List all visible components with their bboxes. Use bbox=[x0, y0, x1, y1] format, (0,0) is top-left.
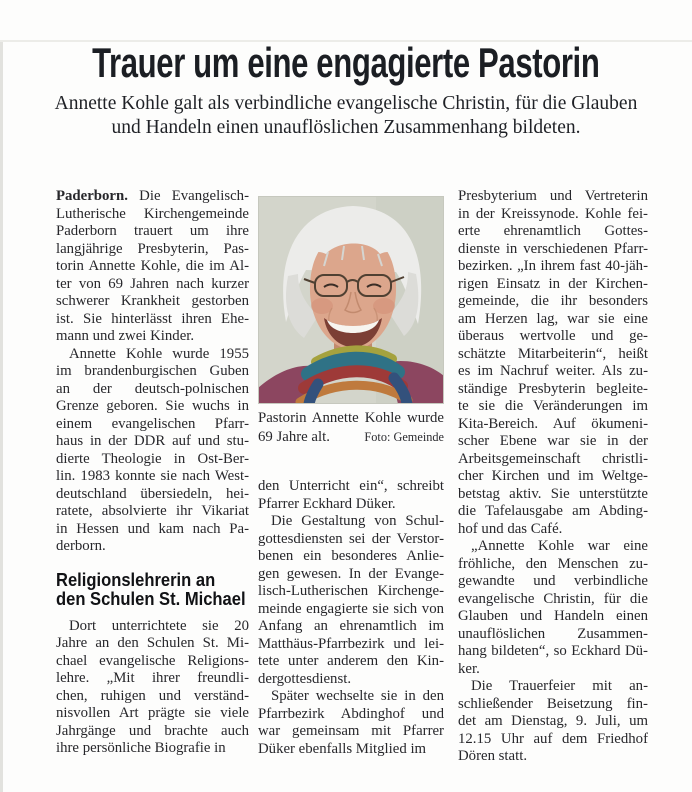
text-line: fröhliche, den Menschen zu- bbox=[458, 555, 648, 572]
text-line: ständige Presbyterin begleite- bbox=[458, 380, 648, 397]
text-line: rigen Einsatz in der Kirchen- bbox=[458, 275, 648, 292]
text-line: schwerer Krankheit gestorben bbox=[56, 293, 249, 309]
text-line: schätzte Mitarbeiterin“, heißt bbox=[458, 345, 648, 362]
subheadline-line: Annette Kohle galt als verbindliche evangelische Christin, für die Glauben bbox=[54, 93, 638, 114]
text-line: die Tafelausgabe am Abding- bbox=[458, 503, 648, 519]
text-line: mann und zwei Kinder. bbox=[56, 328, 195, 344]
text-line: „Annette Kohle war eine bbox=[471, 538, 648, 554]
text-line: dergottesdienst. bbox=[258, 670, 352, 687]
text-line: den Unterricht ein“, schreibt bbox=[258, 478, 444, 494]
text-line: evangelische Christin, für die bbox=[458, 590, 648, 607]
text-line: tete unter anderem den Kin- bbox=[258, 653, 444, 669]
text-line: dienste in verschiedenen Pfarr- bbox=[458, 240, 648, 257]
text-line: Paderborn. Die Evangelisch- bbox=[56, 188, 249, 204]
text-line: meinde engagierte sie sich von bbox=[258, 600, 444, 617]
text-line: lehre. „Mit ihrer freundli- bbox=[56, 670, 249, 686]
headline: Trauer um eine engagierte Pastorin bbox=[92, 39, 600, 86]
text-line: erte ehrenamtlich Gottes- bbox=[458, 223, 648, 239]
column-middle-text bbox=[258, 478, 444, 758]
text-line: Dort unterrichtete sie 20 bbox=[69, 617, 249, 634]
text-line: lisch-Lutherischen Kirchenge- bbox=[258, 583, 444, 599]
text-line: Pfarrbezirk Abdinghof und bbox=[258, 705, 444, 722]
text-line: bezirken. „In ihrem fast 40-jäh- bbox=[458, 258, 648, 274]
text-line: ihre persönliche Biografie in bbox=[56, 740, 226, 756]
text-line: Jahre an den Schulen St. Mi- bbox=[56, 635, 249, 651]
newspaper-article bbox=[0, 39, 692, 764]
text-line: Kita-Bereich. Auf ökumeni- bbox=[458, 415, 648, 432]
text-line: Arbeitsgemeinschaft christli- bbox=[458, 450, 648, 467]
text-line: in Hessen und kam nach Pa- bbox=[56, 520, 249, 537]
text-line: ist. Sie hinterlässt ihren Ehe- bbox=[56, 310, 249, 327]
text-line: cher Kirchen und im Weltge- bbox=[458, 468, 648, 484]
text-line: Später wechselte sie in den bbox=[271, 688, 444, 704]
text-line: Dören statt. bbox=[458, 748, 528, 764]
text-line: in der Kreissynode. Kohle fei- bbox=[458, 205, 648, 222]
text-line: ker. bbox=[458, 660, 480, 677]
text-line: lin. 1983 konnte sie nach West- bbox=[56, 468, 249, 484]
text-line: 12.15 Uhr auf dem Friedhof bbox=[458, 730, 648, 747]
text-line: haus in der DDR auf und stu- bbox=[56, 433, 249, 449]
text-line: gewandte und verbindliche bbox=[458, 573, 648, 589]
column-middle bbox=[258, 188, 444, 766]
text-line: es im Nachruf weiter. Als zu- bbox=[458, 363, 648, 379]
text-line: te sie die Veränderungen im bbox=[458, 398, 648, 414]
text-line: überaus wertvolle und ge- bbox=[458, 328, 648, 344]
text-line: Glauben und Handeln einen bbox=[458, 608, 648, 624]
paragraph bbox=[458, 188, 648, 538]
column-right bbox=[458, 188, 648, 766]
article-body bbox=[56, 188, 648, 766]
paragraph bbox=[458, 538, 648, 678]
photo-caption-line: 69 Jahre alt. bbox=[258, 429, 330, 445]
text-line: an der deutsch-polnischen bbox=[56, 380, 249, 397]
text-line: torin Annette Kohle, die im Al- bbox=[56, 258, 249, 274]
paragraph bbox=[56, 618, 249, 758]
text-line: Die Trauerfeier mit an- bbox=[471, 678, 648, 694]
text-line: betstag aktiv. Sie unterstützte bbox=[458, 485, 648, 502]
text-line: Paderborn trauert um ihre bbox=[56, 223, 249, 239]
section-subheading-line: Religionslehrerin an bbox=[56, 569, 216, 590]
text-line: schließender Beisetzung fin- bbox=[458, 695, 648, 712]
photo-credit: Foto: Gemeinde bbox=[364, 430, 444, 444]
paragraph bbox=[258, 513, 444, 688]
text-line: hof und das Café. bbox=[458, 520, 563, 537]
scan-edge-left bbox=[0, 40, 3, 792]
text-line: Lutherische Kirchengemeinde bbox=[56, 205, 249, 222]
text-line: ratete, absolvierte ihr Vikariat bbox=[56, 503, 249, 519]
paragraph bbox=[258, 688, 444, 758]
text-line: Presbyterium und Vertreterin bbox=[458, 188, 648, 204]
text-line: im brandenburgischen Guben bbox=[56, 363, 249, 379]
text-line: gen gewesen. In der Evange- bbox=[258, 565, 444, 582]
section-subheading-line: den Schulen St. Michael bbox=[56, 588, 246, 609]
text-line: unauflöslichen Zusammen- bbox=[458, 625, 648, 642]
text-line: gottesdiensten sei der Verstor- bbox=[258, 530, 444, 547]
dateline: Paderborn. bbox=[56, 188, 128, 204]
text-line: gemeinde, die ihr besonders bbox=[458, 293, 648, 309]
portrait-photo-image bbox=[258, 196, 444, 404]
subheadline bbox=[0, 92, 692, 140]
text-line: am Herzen lag, war sie eine bbox=[458, 310, 648, 327]
text-line: Matthäus-Pfarrbezirk und lei- bbox=[258, 635, 444, 652]
text-line: langjährige Presbyterin, Pas- bbox=[56, 240, 249, 257]
portrait-photo bbox=[258, 196, 444, 447]
text-line: Grenze geboren. Sie wuchs in bbox=[56, 398, 249, 414]
section-subheading bbox=[56, 569, 246, 609]
text-line: Pfarrer Eckhard Düker. bbox=[258, 495, 396, 512]
text-line: Annette Kohle wurde 1955 bbox=[69, 345, 249, 362]
text-line: dierte Theologie in Ost-Ber- bbox=[56, 450, 249, 467]
photo-caption-line: Pastorin Annette Kohle wurde bbox=[258, 410, 444, 426]
text-line: det am Dienstag, 9. Juli, um bbox=[458, 713, 648, 729]
paragraph bbox=[56, 188, 249, 346]
paragraph bbox=[56, 346, 249, 556]
paragraph bbox=[458, 678, 648, 766]
text-line: scher Ebene war sie in der bbox=[458, 433, 648, 449]
text-line: Düker ebenfalls Mitglied im bbox=[258, 740, 427, 757]
text-line: Anfang an ehrenamtlich im bbox=[258, 618, 444, 634]
text-line: Jahrgänge und brachte auch bbox=[56, 722, 249, 739]
text-line: derborn. bbox=[56, 538, 106, 554]
text-line: deutschland übersiedeln, hei- bbox=[56, 485, 249, 502]
subheadline-line: und Handeln einen unauflöslichen Zusammenhang bildeten. bbox=[111, 117, 581, 138]
text-line: chael evangelische Religions- bbox=[56, 652, 249, 669]
text-line: war gemeinsam mit Pfarrer bbox=[258, 723, 444, 739]
text-line: benen ein besonderes Anlie- bbox=[258, 548, 444, 564]
text-line: einem evangelischen Pfarr- bbox=[56, 415, 249, 432]
text-line: ter von 69 Jahren nach kurzer bbox=[56, 275, 249, 292]
text-line: nisvollen Art prägte sie viele bbox=[56, 705, 249, 721]
paragraph bbox=[258, 478, 444, 513]
text-line: Die Gestaltung von Schul- bbox=[271, 513, 444, 529]
text-line: hang bildeten“, so Eckhard Dü- bbox=[458, 643, 648, 659]
column-left bbox=[56, 188, 249, 766]
text-line: chen, ruhigen und verständ- bbox=[56, 687, 249, 704]
photo-caption bbox=[258, 409, 444, 447]
